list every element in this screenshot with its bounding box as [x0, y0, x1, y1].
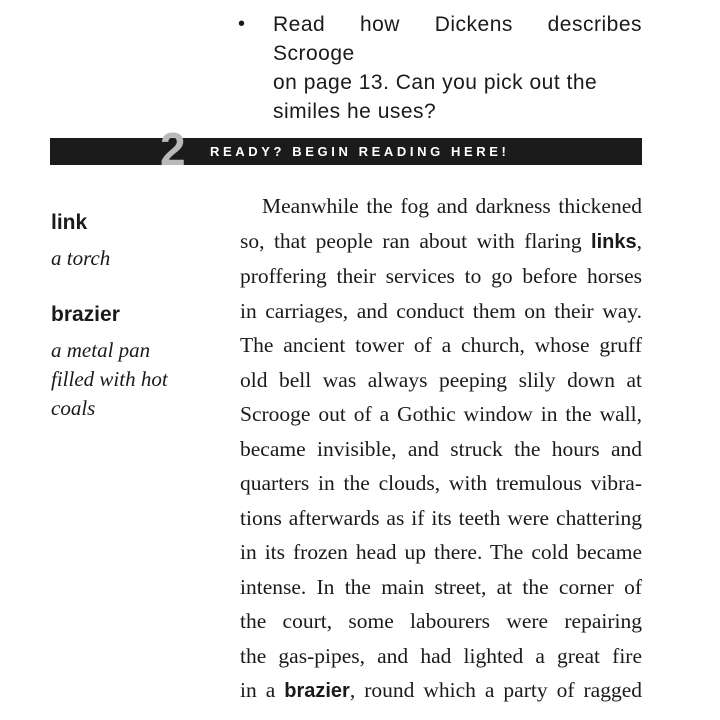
passage-line: The ancient tower of a church, whose gruff: [240, 333, 642, 357]
passage-line: quarters in the clouds, with tremulous vibra-: [240, 471, 642, 495]
section-number: 2: [160, 123, 184, 175]
definition-line: a metal pan: [51, 338, 151, 362]
passage-line: in its frozen head up there. The cold became: [240, 540, 642, 564]
passage-line: proffering their services to go before horses: [240, 264, 642, 288]
glossary-entry: [51, 300, 221, 423]
reading-prompt: [238, 10, 642, 126]
passage-line: old bell was always peeping slily down at: [240, 367, 642, 392]
glossary-word-brazier: brazier: [284, 680, 350, 702]
passage-line: Scrooge out of a Gothic window in the wall,: [240, 402, 642, 426]
reading-passage: [240, 189, 642, 709]
bullet-icon: •: [238, 13, 246, 35]
section-heading: READY? BEGIN READING HERE!: [210, 144, 510, 159]
passage-line: the gas-pipes, and had lighted a great fire: [240, 643, 642, 668]
prompt-line: similes he uses?: [273, 100, 437, 123]
passage-line: tions afterwards as if its teeth were chattering: [240, 505, 642, 530]
passage-line: so, that people ran about with flaring links,: [240, 228, 642, 253]
passage-line: in carriages, and conduct them on their way.: [240, 298, 642, 323]
definition-line: filled with hot: [51, 367, 168, 391]
passage-line: Meanwhile the fog and darkness thickened: [262, 194, 642, 218]
definition-line: a torch: [51, 246, 111, 270]
glossary-word-link: links: [591, 230, 637, 253]
definition-line: coals: [51, 396, 96, 420]
glossary-definition: [51, 244, 221, 273]
glossary-sidebar: [51, 208, 221, 450]
passage-line: in a brazier, round which a party of ragged: [240, 678, 642, 702]
glossary-term: brazier: [51, 303, 120, 326]
reading-prompt-text: [273, 10, 642, 126]
passage-line: the court, some labourers were repairing: [240, 609, 642, 633]
glossary-term: link: [51, 211, 88, 234]
glossary-definition: [51, 336, 221, 423]
passage-line: became invisible, and struck the hours and: [240, 436, 642, 461]
prompt-line: Read how Dickens describes Scrooge: [273, 13, 642, 65]
passage-line: intense. In the main street, at the corner of: [240, 574, 642, 599]
glossary-entry: [51, 208, 221, 273]
prompt-line: on page 13. Can you pick out the: [273, 71, 598, 94]
